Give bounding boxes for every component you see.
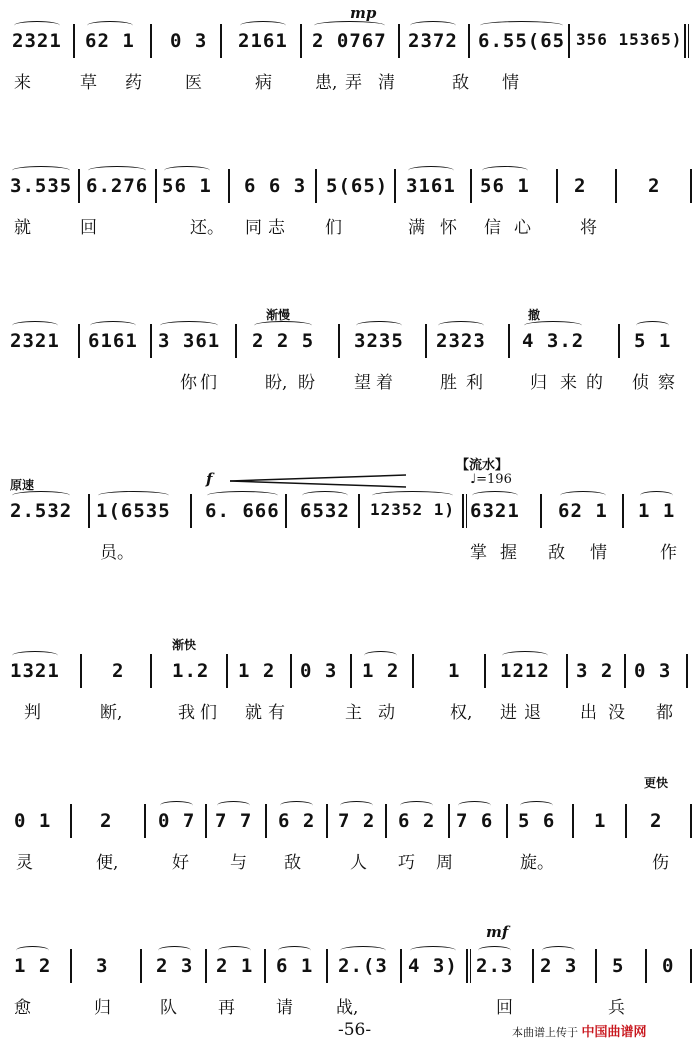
note-group: 2.532 (10, 500, 73, 522)
lyric: 请 (276, 998, 293, 1018)
lyric: 断, (100, 703, 123, 723)
barline (190, 494, 192, 528)
note-group: 4 3.2 (522, 330, 585, 352)
barline (326, 949, 328, 983)
note-group: 6.276 (86, 175, 149, 197)
note-group: 6321 (470, 500, 520, 522)
note-group: 6. 666 (205, 500, 280, 522)
lyric: 你 (180, 373, 197, 393)
lyric: 回 (496, 998, 513, 1018)
barline (78, 169, 80, 203)
barline (78, 324, 80, 358)
barline (73, 24, 75, 58)
lyric: 都 (656, 703, 673, 723)
lyric: 退 (524, 703, 541, 723)
note-group: 2 3 (156, 955, 194, 977)
barline (615, 169, 617, 203)
note-group: 2 0767 (312, 30, 387, 52)
lyric: 回 (80, 218, 97, 238)
lyric: 判 (24, 703, 41, 723)
footer-brand: 中国曲谱网 (581, 1025, 647, 1040)
barline (235, 324, 237, 358)
note-group: 1 2 (362, 660, 400, 682)
note-group: 5 6 (518, 810, 556, 832)
barline (155, 169, 157, 203)
note-group: 7 6 (456, 810, 494, 832)
tempo-mark: 撤 (528, 308, 541, 322)
notation-row (0, 165, 700, 195)
note-group: 5 (612, 955, 625, 977)
note-group: 1212 (500, 660, 550, 682)
note-group: 2372 (408, 30, 458, 52)
barline (462, 494, 467, 528)
barline (595, 949, 597, 983)
note-group: 62 1 (558, 500, 608, 522)
barline (412, 654, 414, 688)
lyric: 情 (502, 73, 519, 93)
note-group: 2 (650, 810, 663, 832)
note-group: 1.2 (172, 660, 210, 682)
note-group: 2 (100, 810, 113, 832)
barline (358, 494, 360, 528)
notation-row (0, 945, 700, 975)
lyric: 掌 (470, 543, 487, 563)
lyric: 来 (560, 373, 577, 393)
note-group: 6 2 (278, 810, 316, 832)
crescendo-hairpin (230, 474, 406, 488)
barline (690, 169, 692, 203)
note-group: 6 2 (398, 810, 436, 832)
lyric: 主 (345, 703, 362, 723)
lyric: 敌 (548, 543, 565, 563)
barline (88, 494, 90, 528)
tempo-mark: 原速 (10, 478, 35, 492)
lyric: 与 (230, 853, 247, 873)
barline (150, 24, 152, 58)
barline (568, 24, 570, 58)
lyric: 敌 (284, 853, 301, 873)
barline (532, 949, 534, 983)
note-group: 3235 (354, 330, 404, 352)
barline (300, 24, 302, 58)
lyric: 巧 (398, 853, 415, 873)
lyric: 心 (514, 218, 531, 238)
barline (622, 494, 624, 528)
barline (566, 654, 568, 688)
note-group: 6532 (300, 500, 350, 522)
note-group: 56 1 (480, 175, 530, 197)
barline (338, 324, 340, 358)
barline (484, 654, 486, 688)
lyric: 草 (80, 73, 97, 93)
note-group: 6161 (88, 330, 138, 352)
lyric: 察 (658, 373, 675, 393)
lyric: 战, (336, 998, 359, 1018)
lyric: 员。 (100, 543, 134, 563)
barline (572, 804, 574, 838)
barline (690, 804, 692, 838)
notation-row (0, 490, 700, 520)
lyric: 病 (255, 73, 272, 93)
note-group: 2 1 (216, 955, 254, 977)
lyric: 没 (608, 703, 625, 723)
note-group: 6 6 3 (244, 175, 307, 197)
lyric: 队 (160, 998, 177, 1018)
note-group: 3 2 (576, 660, 614, 682)
lyric: 我 (178, 703, 195, 723)
barline (425, 324, 427, 358)
barline (264, 949, 266, 983)
barline (645, 949, 647, 983)
barline (448, 804, 450, 838)
lyric: 信 (484, 218, 501, 238)
footer-prefix: 本曲谱上传于 (512, 1026, 578, 1039)
barline (265, 804, 267, 838)
barline (506, 804, 508, 838)
note-group: 1 (594, 810, 607, 832)
barline (540, 494, 542, 528)
note-group: 1 2 (14, 955, 52, 977)
lyric: 归 (94, 998, 111, 1018)
lyric: 还。 (190, 218, 224, 238)
lyric: 就 (14, 218, 31, 238)
note-group: 2.3 (476, 955, 514, 977)
lyric: 好 (172, 853, 189, 873)
lyric: 满 (408, 218, 425, 238)
lyric: 的 (586, 373, 603, 393)
lyric: 人 (350, 853, 367, 873)
barline (80, 654, 82, 688)
note-group: 12352 1) (370, 500, 456, 519)
barline (205, 949, 207, 983)
lyric: 医 (185, 73, 202, 93)
dynamic-mark-f: f (206, 470, 213, 488)
barline (140, 949, 142, 983)
note-group: 62 1 (85, 30, 135, 52)
barline (625, 804, 627, 838)
barline (684, 24, 689, 58)
lyric: 们 (200, 373, 217, 393)
lyric: 患, (315, 73, 338, 93)
dynamic-mark-mp: mp (350, 4, 377, 22)
lyric: 再 (218, 998, 235, 1018)
barline (205, 804, 207, 838)
section-label: 【流水】 (456, 458, 509, 473)
lyric: 弄 (345, 73, 362, 93)
lyric: 同 (245, 218, 262, 238)
lyric: 望 (354, 373, 371, 393)
lyric: 出 (580, 703, 597, 723)
note-group: 2161 (238, 30, 288, 52)
note-group: 1 (448, 660, 461, 682)
note-group: 7 2 (338, 810, 376, 832)
tempo-mark: 渐快 (172, 638, 197, 652)
lyric: 利 (466, 373, 483, 393)
lyric: 来 (14, 73, 31, 93)
lyric: 进 (500, 703, 517, 723)
notation-row (0, 20, 700, 50)
lyric: 愈 (14, 998, 31, 1018)
barline (624, 654, 626, 688)
tempo-mark: 渐慢 (266, 308, 291, 322)
lyric: 们 (325, 218, 342, 238)
source-watermark (512, 1021, 647, 1040)
barline (400, 949, 402, 983)
lyric: 周 (436, 853, 453, 873)
note-group: 2 3 (540, 955, 578, 977)
lyric: 便, (96, 853, 119, 873)
note-group: 0 1 (14, 810, 52, 832)
lyric: 就 (245, 703, 262, 723)
note-group: 1321 (10, 660, 60, 682)
note-group: 356 15365) (576, 30, 683, 49)
note-group: 0 3 (300, 660, 338, 682)
lyric: 情 (590, 543, 607, 563)
barline (466, 949, 471, 983)
notation-row (0, 320, 700, 350)
barline (686, 654, 688, 688)
notation-row (0, 800, 700, 830)
note-group: 6 1 (276, 955, 314, 977)
lyric: 胜 (440, 373, 457, 393)
barline (508, 324, 510, 358)
barline (150, 324, 152, 358)
note-group: 3 361 (158, 330, 221, 352)
barline (70, 949, 72, 983)
dynamic-mark-mf: mf (486, 923, 509, 941)
note-group: 0 3 (170, 30, 208, 52)
note-group: 2 (648, 175, 661, 197)
note-group: 0 7 (158, 810, 196, 832)
lyric: 志 (268, 218, 285, 238)
note-group: 56 1 (162, 175, 212, 197)
tempo-indicator: ♩=196 (470, 472, 512, 487)
lyric: 侦 (632, 373, 649, 393)
note-group: 2 (112, 660, 125, 682)
lyric: 着 (376, 373, 393, 393)
barline (618, 324, 620, 358)
lyric: 药 (125, 73, 142, 93)
barline (326, 804, 328, 838)
barline (228, 169, 230, 203)
barline (690, 949, 692, 983)
note-group: 3161 (406, 175, 456, 197)
lyric: 动 (378, 703, 395, 723)
lyric: 伤 (652, 853, 669, 873)
note-group: 6.55(65 (478, 30, 566, 52)
lyric: 权, (450, 703, 473, 723)
tempo-mark: 更快 (644, 776, 669, 790)
barline (398, 24, 400, 58)
note-group: 3.535 (10, 175, 73, 197)
barline (470, 169, 472, 203)
note-group: 2.(3 (338, 955, 388, 977)
barline (70, 804, 72, 838)
note-group: 2 (574, 175, 587, 197)
note-group: 3 (96, 955, 109, 977)
note-group: 1 2 (238, 660, 276, 682)
note-group: 5 1 (634, 330, 672, 352)
barline (394, 169, 396, 203)
lyric: 旋。 (520, 853, 554, 873)
note-group: 2 2 5 (252, 330, 315, 352)
notation-row (0, 650, 700, 680)
lyric: 怀 (440, 218, 457, 238)
page-number: -56- (338, 1020, 372, 1040)
lyric: 兵 (608, 998, 625, 1018)
lyric: 作 (660, 543, 677, 563)
lyric: 敌 (452, 73, 469, 93)
barline (285, 494, 287, 528)
barline (350, 654, 352, 688)
barline (385, 804, 387, 838)
barline (220, 24, 222, 58)
lyric: 盼, (265, 373, 288, 393)
lyric: 们 (200, 703, 217, 723)
note-group: 7 7 (215, 810, 253, 832)
lyric: 灵 (16, 853, 33, 873)
note-group: 5(65) (326, 175, 389, 197)
lyric: 归 (530, 373, 547, 393)
barline (290, 654, 292, 688)
note-group: 0 3 (634, 660, 672, 682)
note-group: 2321 (10, 330, 60, 352)
lyric: 有 (268, 703, 285, 723)
note-group: 1(6535 (96, 500, 171, 522)
barline (144, 804, 146, 838)
lyric: 将 (580, 218, 597, 238)
barline (150, 654, 152, 688)
note-group: 2323 (436, 330, 486, 352)
note-group: 1 1 (638, 500, 676, 522)
note-group: 4 3) (408, 955, 458, 977)
lyric: 盼 (298, 373, 315, 393)
lyric: 清 (378, 73, 395, 93)
lyric: 握 (500, 543, 517, 563)
barline (556, 169, 558, 203)
note-group: 0 (662, 955, 675, 977)
barline (226, 654, 228, 688)
barline (468, 24, 470, 58)
note-group: 2321 (12, 30, 62, 52)
barline (315, 169, 317, 203)
